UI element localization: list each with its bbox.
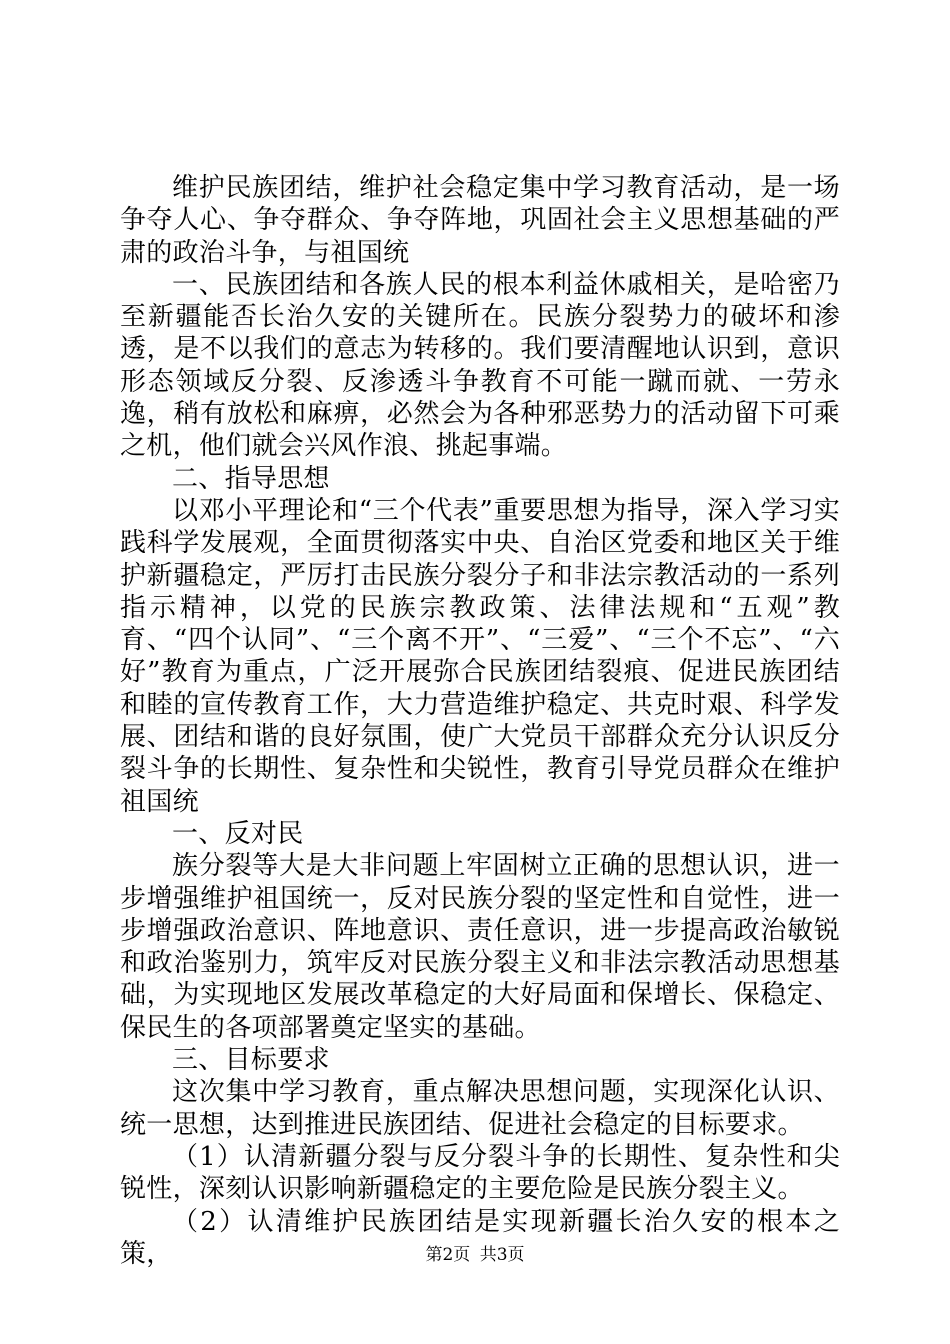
paragraph-section-one: 一、民族团结和各族人民的根本利益休戚相关，是哈密乃至新疆能否长治久安的关键所在。民族分裂势力的破坏和渗透，是不以我们的意志为转移的。我们要清醒地认识到，意识形态领域反分裂、反渗透斗争教育不可能一蹴而就、一劳永逸，稍有放松和麻痹，必然会为各种邪恶势力的活动留下可乘之机，他们就会兴风作浪、挑起事端。 (120, 269, 840, 462)
heading-goals: 三、目标要求 (172, 1045, 330, 1076)
page-footer (0, 1240, 950, 1265)
heading-guiding-thought: 二、指导思想 (172, 463, 330, 494)
paragraph-goal-2: （2）认清维护民族团结是实现新疆长治久安的根本之策， (120, 1206, 840, 1269)
heading-oppose: 一、反对民 (172, 818, 304, 849)
page-total: 共3页 (479, 1245, 525, 1265)
paragraph-guiding-thought: 以邓小平理论和“三个代表”重要思想为指导，深入学习实践科学发展观，全面贯彻落实中央、自治区党委和地区关于维护新疆稳定，严厉打击民族分裂分子和非法宗教活动的一系列指示精神，以党的民族宗教政策、法律法规和“五观”教育、“四个认同”、“三个离不开”、“三爱”、“三个不忘”、“六好”教育为重点，广泛开展弥合民族团结裂痕、促进民族团结和睦的宣传教育工作，大力营造维护稳定、共克时艰、科学发展、团结和谐的良好氛围，使广大党员干部群众充分认识反分裂斗争的长期性、复杂性和尖锐性，教育引导党员群众在维护祖国统 (120, 495, 840, 817)
paragraph-intro: 维护民族团结，维护社会稳定集中学习教育活动，是一场争夺人心、争夺群众、争夺阵地，巩固社会主义思想基础的严肃的政治斗争，与祖国统 (120, 173, 840, 268)
paragraph-oppose: 族分裂等大是大非问题上牢固树立正确的思想认识，进一步增强维护祖国统一，反对民族分裂的坚定性和自觉性，进一步增强政治意识、阵地意识、责任意识，进一步提高政治敏锐和政治鉴别力，筑牢反对民族分裂主义和非法宗教活动思想基础，为实现地区发展改革稳定的大好局面和保增长、保稳定、保民生的各项部署奠定坚实的基础。 (120, 851, 840, 1043)
paragraph-goals: 这次集中学习教育，重点解决思想问题，实现深化认识、统一思想，达到推进民族团结、促进社会稳定的目标要求。 (120, 1077, 840, 1140)
page-number: 第2页 (425, 1245, 471, 1265)
document-body (120, 172, 840, 1270)
paragraph-goal-1: （1）认清新疆分裂与反分裂斗争的长期性、复杂性和尖锐性，深刻认识影响新疆稳定的主要危险是民族分裂主义。 (120, 1141, 840, 1205)
